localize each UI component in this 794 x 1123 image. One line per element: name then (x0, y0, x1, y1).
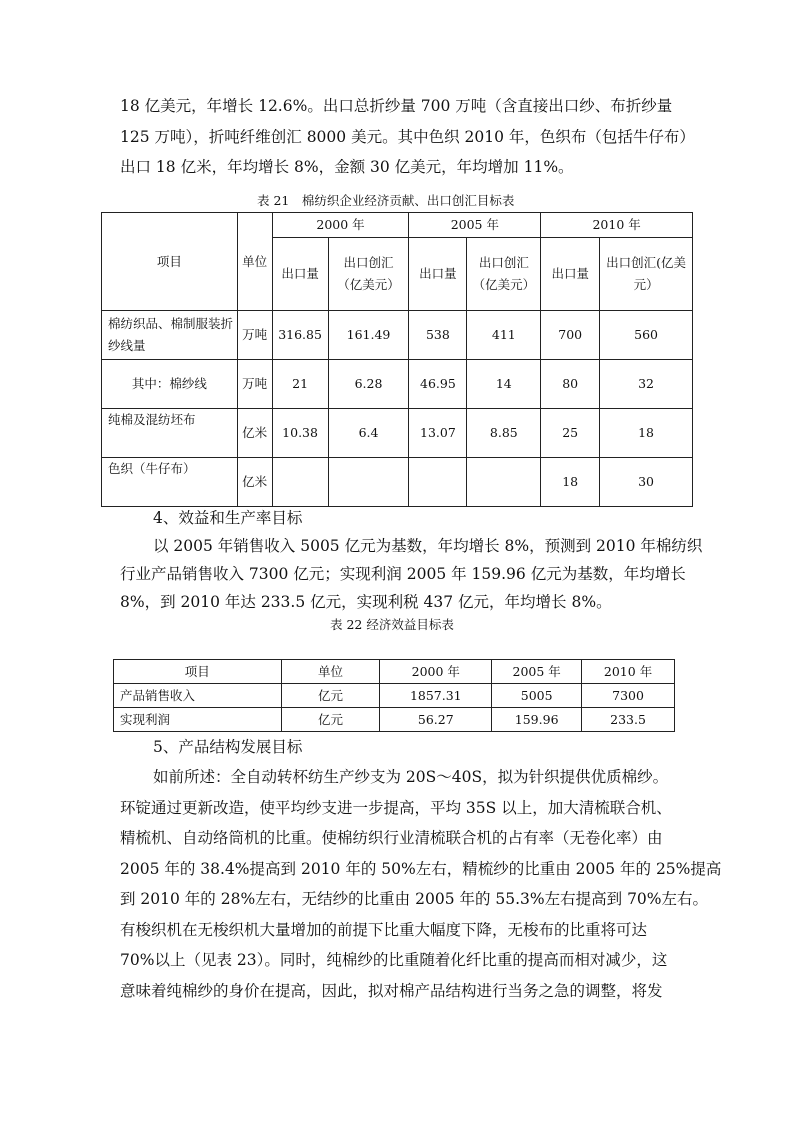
cell: 实现利润 (114, 708, 282, 732)
table-row (102, 409, 693, 458)
cell: 14 (467, 360, 541, 409)
header-item: 项目 (102, 213, 238, 311)
row-unit: 万吨 (237, 360, 272, 409)
cell: 161.49 (328, 311, 409, 360)
cell: 18 (600, 409, 693, 458)
cell: 46.95 (409, 360, 467, 409)
text-line: 有梭织机在无梭织机大量增加的前提下比重大幅度下降，无梭布的比重将可达 (120, 920, 648, 939)
cell: 56.27 (380, 708, 492, 732)
text-line: 环锭通过更新改造，使平均纱支进一步提高，平均 35S 以上，加大清梳联合机、 (120, 798, 672, 817)
text-line: 意味着纯棉纱的身价在提高，因此，拟对棉产品结构进行当务之急的调整，将发 (120, 981, 663, 1000)
table21-caption: 表 21 棉纺织企业经济贡献、出口创汇目标表 (257, 193, 515, 208)
cell (328, 458, 409, 507)
text-line: 出口 18 亿米，年均增长 8%，金额 30 亿美元，年均增加 11%。 (120, 158, 574, 176)
text-line: 以 2005 年销售收入 5005 亿元为基数，年均增长 8%，预测到 2010 年棉纺织 (153, 537, 703, 555)
subheader-value: 出口创汇(亿美元） (600, 238, 693, 311)
subheader-qty: 出口量 (409, 238, 467, 311)
cell: 10.38 (272, 409, 328, 458)
subheader-qty: 出口量 (272, 238, 328, 311)
cell: 6.4 (328, 409, 409, 458)
table22 (113, 659, 675, 732)
section-heading-5: 5、产品结构发展目标 (153, 738, 303, 756)
cell: 80 (541, 360, 600, 409)
text-line: 8%，到 2010 年达 233.5 亿元，实现利税 437 亿元，年均增长 8%。 (120, 593, 612, 611)
header-cell: 2000 年 (380, 660, 492, 684)
text-line: 2005 年的 38.4%提高到 2010 年的 50%左右，精梳纱的比重由 2005 年的 25%提高 (120, 859, 722, 878)
table-row (114, 708, 675, 732)
subheader-value: 出口创汇（亿美元） (328, 238, 409, 311)
text-line: 如前所述：全自动转杯纺生产纱支为 20S～40S，拟为针织提供优质棉纱。 (153, 768, 669, 786)
text-line: 行业产品销售收入 7300 亿元；实现利润 2005 年 159.96 亿元为基数，年均增长 (120, 565, 686, 583)
header-cell: 2005 年 (492, 660, 582, 684)
table-row (114, 684, 675, 708)
text-line: 到 2010 年的 28%左右，无结纱的比重由 2005 年的 55.3%左右提高到 70%左右。 (120, 890, 709, 908)
table-row (102, 360, 693, 409)
cell (467, 458, 541, 507)
row-name: 其中：棉纱线 (102, 360, 238, 409)
cell (409, 458, 467, 507)
header-unit: 单位 (237, 213, 272, 311)
text-line: 70%以上（见表 23）。同时，纯棉纱的比重随着化纤比重的提高而相对减少，这 (120, 951, 668, 969)
cell: 233.5 (582, 708, 675, 732)
cell: 5005 (492, 684, 582, 708)
cell: 25 (541, 409, 600, 458)
text-line: 125 万吨），折吨纤维创汇 8000 美元。其中色织 2010 年，色织布（包括牛仔布） (120, 127, 695, 146)
table22-caption: 表 22 经济效益目标表 (330, 617, 454, 632)
cell: 21 (272, 360, 328, 409)
cell: 159.96 (492, 708, 582, 732)
paragraph-5 (120, 762, 722, 1006)
cell: 7300 (582, 684, 675, 708)
cell: 30 (600, 458, 693, 507)
row-name: 纯棉及混纺坯布 (102, 409, 238, 458)
cell: 316.85 (272, 311, 328, 360)
header-year-2005: 2005 年 (409, 213, 541, 238)
table-header-row (114, 660, 675, 684)
row-name: 色织（牛仔布） (102, 458, 238, 507)
cell: 亿元 (281, 684, 380, 708)
cell: 32 (600, 360, 693, 409)
cell: 538 (409, 311, 467, 360)
cell: 560 (600, 311, 693, 360)
cell: 产品销售收入 (114, 684, 282, 708)
cell: 6.28 (328, 360, 409, 409)
table-row (102, 311, 693, 360)
text-line: 精梳机、自动络筒机的比重。使棉纺织行业清梳联合机的占有率（无卷化率）由 (120, 829, 663, 847)
section-heading-4: 4、效益和生产率目标 (153, 509, 303, 527)
cell: 亿元 (281, 708, 380, 732)
intro-paragraph (120, 91, 695, 183)
header-year-2000: 2000 年 (272, 213, 409, 238)
cell: 1857.31 (380, 684, 492, 708)
row-unit: 万吨 (237, 311, 272, 360)
header-cell: 2010 年 (582, 660, 675, 684)
table21 (101, 212, 693, 507)
subheader-value: 出口创汇（亿美元） (467, 238, 541, 311)
table-row (102, 458, 693, 507)
cell: 8.85 (467, 409, 541, 458)
header-year-2010: 2010 年 (541, 213, 693, 238)
cell: 18 (541, 458, 600, 507)
header-cell: 单位 (281, 660, 380, 684)
subheader-qty: 出口量 (541, 238, 600, 311)
row-name: 棉纺织品、棉制服装折纱线量 (102, 311, 238, 360)
header-cell: 项目 (114, 660, 282, 684)
row-unit: 亿米 (237, 409, 272, 458)
row-unit: 亿米 (237, 458, 272, 507)
cell (272, 458, 328, 507)
cell: 700 (541, 311, 600, 360)
paragraph-4 (120, 532, 703, 616)
text-line: 18 亿美元，年增长 12.6%。出口总折纱量 700 万吨（含直接出口纱、布折纱量 (120, 97, 673, 115)
cell: 13.07 (409, 409, 467, 458)
cell: 411 (467, 311, 541, 360)
